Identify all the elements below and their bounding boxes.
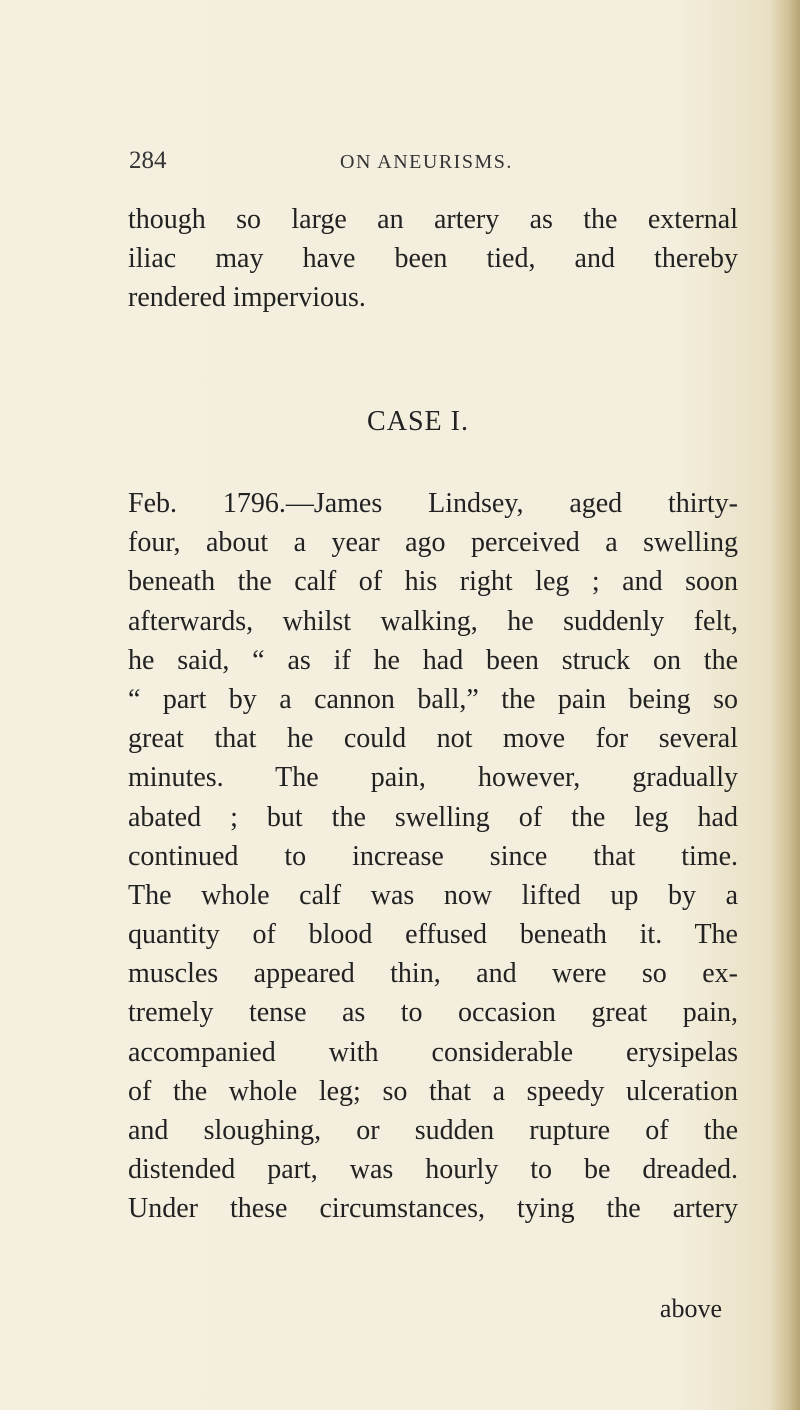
text-line: accompanied with considerable erysipelas <box>128 1036 738 1068</box>
text-line: afterwards, whilst walking, he suddenly felt, <box>128 605 738 637</box>
text-line: four, about a year ago perceived a swelling <box>128 527 738 559</box>
text-line: minutes. The pain, however, gradually <box>128 762 738 794</box>
case-heading: CASE I. <box>367 406 469 437</box>
intro-paragraph <box>128 200 738 318</box>
text-line: muscles appeared thin, and were so ex- <box>128 958 738 990</box>
text-line: abated ; but the swelling of the leg had <box>128 801 738 833</box>
text-line: “ part by a cannon ball,” the pain being so <box>128 683 738 715</box>
text-line: of the whole leg; so that a speedy ulceration <box>128 1075 738 1107</box>
text-line: and sloughing, or sudden rupture of the <box>128 1115 738 1146</box>
page-edge-shadow <box>770 0 800 1410</box>
text-line: iliac may have been tied, and thereby <box>128 243 738 275</box>
text-line: great that he could not move for several <box>128 723 738 755</box>
text-line: quantity of blood effused beneath it. The <box>128 919 738 951</box>
catchword: above <box>659 1294 722 1323</box>
text-line: though so large an artery as the external <box>128 204 738 235</box>
text-line: beneath the calf of his right leg ; and soon <box>128 566 738 598</box>
case-paragraph <box>128 484 738 1229</box>
text-line: distended part, was hourly to be dreaded. <box>128 1154 738 1186</box>
text-line: Under these circumstances, tying the artery <box>128 1193 738 1225</box>
page-header <box>0 147 800 187</box>
text-line: Feb. 1796.—James Lindsey, aged thirty- <box>128 488 738 519</box>
running-head: ON ANEURISMS. <box>340 151 513 173</box>
text-line: tremely tense as to occasion great pain, <box>128 997 738 1029</box>
text-line: continued to increase since that time. <box>128 840 738 872</box>
page-number: 284 <box>129 147 167 174</box>
text-line: he said, “ as if he had been struck on the <box>128 644 738 676</box>
text-line: The whole calf was now lifted up by a <box>128 879 738 911</box>
text-line: rendered impervious. <box>128 282 366 314</box>
